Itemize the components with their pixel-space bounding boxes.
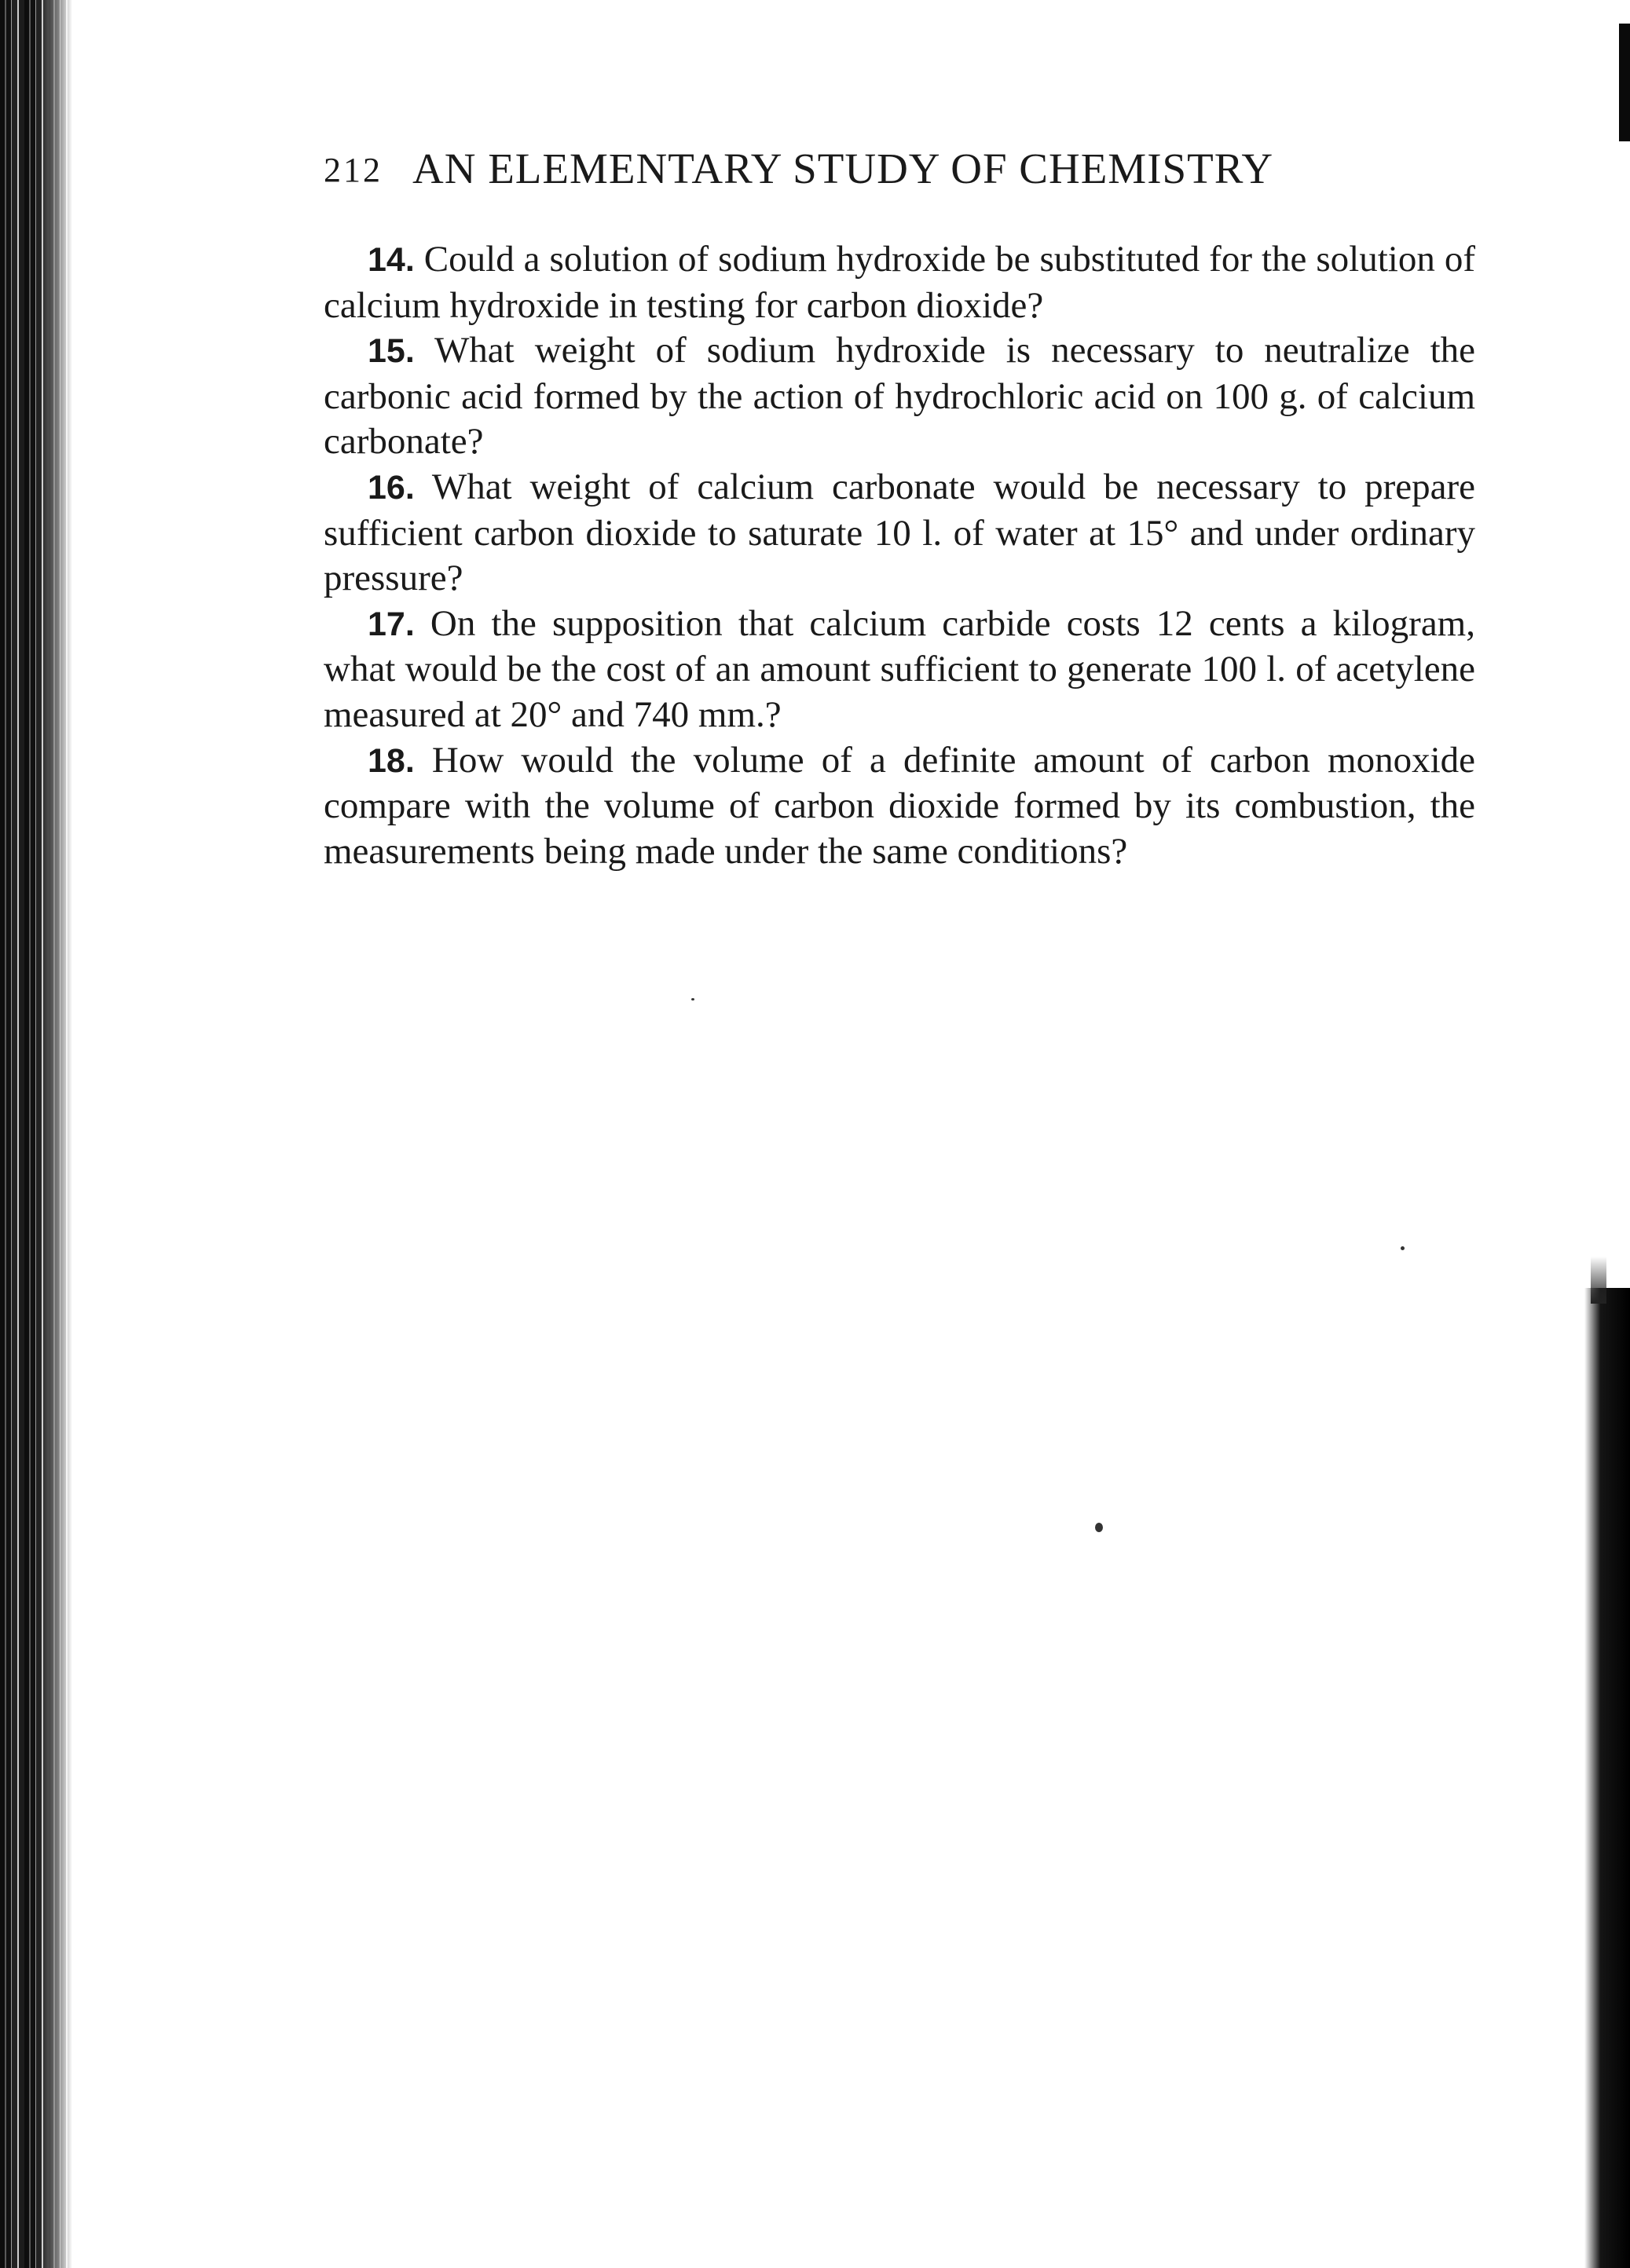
question-item [324, 602, 1475, 738]
right-edge-shadow-bottom [1584, 1288, 1630, 2268]
question-number: 14. [368, 241, 415, 279]
question-item [324, 738, 1475, 875]
scan-speck [1401, 1246, 1405, 1250]
scan-speck [691, 998, 694, 1000]
question-text: What weight of sodium hydroxide is necessary to neutralize the carbonic acid formed by the action of hydrochloric acid on 100 g. of calcium carbonate? [324, 330, 1475, 463]
question-item [324, 465, 1475, 602]
running-head [324, 143, 1361, 195]
question-text: How would the volume of a definite amount of carbon monoxide compare with the volume of carbon dioxide formed by its combustion, the measurements being made under the same conditions? [324, 739, 1476, 872]
question-number: 17. [368, 605, 415, 643]
question-number: 16. [368, 468, 415, 507]
question-item [324, 237, 1475, 328]
question-list [324, 237, 1475, 874]
page-number: 212 [324, 151, 383, 189]
binding-edge-shadow [0, 0, 72, 2268]
scan-speck [1095, 1523, 1103, 1532]
question-number: 18. [368, 741, 415, 780]
question-text: What weight of calcium carbonate would be necessary to prepare sufficient carbon dioxide to saturate 10 l. of water at 15° and under ordinary pressure? [324, 466, 1475, 599]
question-item [324, 328, 1475, 465]
right-edge-shadow-top [1619, 24, 1630, 141]
running-title: AN ELEMENTARY STUDY OF CHEMISTRY [412, 144, 1274, 192]
question-text: On the supposition that calcium carbide costs 12 cents a kilogram, what would be the cost of an amount sufficient to generate 100 l. of acetylene measured at 20° and 740 mm.? [324, 602, 1475, 735]
question-text: Could a solution of sodium hydroxide be substituted for the solution of calcium hydroxide in testing for carbon dioxide? [324, 239, 1476, 326]
question-number: 15. [368, 332, 415, 371]
